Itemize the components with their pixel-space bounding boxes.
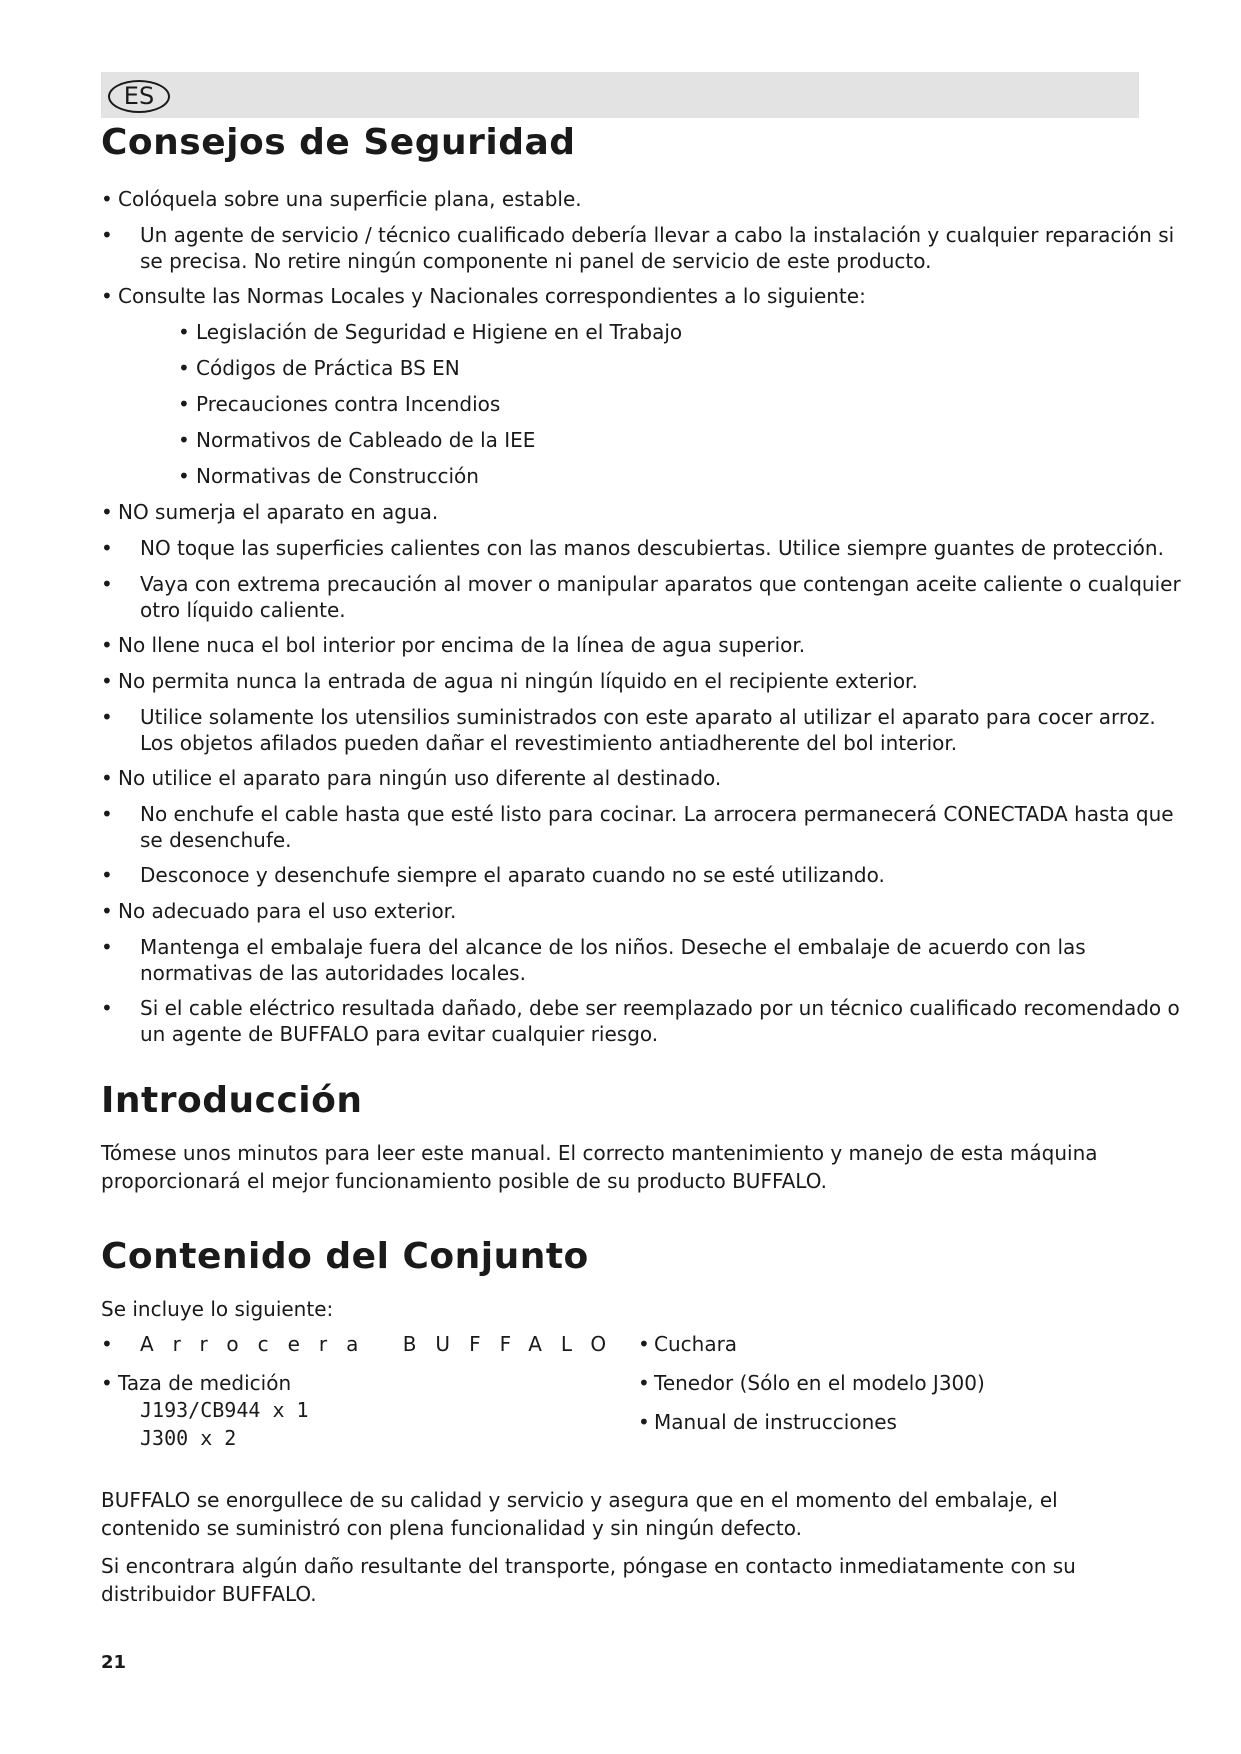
list-item-continuation: se precisa. No retire ningún componente ni panel de servicio de este producto. — [140, 249, 932, 273]
sub-list-bullet: • — [178, 464, 190, 488]
list-item: Mantenga el embalaje fuera del alcance de los niños. Deseche el embalaje de acuerdo con las — [140, 935, 1086, 959]
sub-list-bullet: • — [178, 320, 190, 344]
measuring-cup-model-1: J193/CB944 x 1 — [140, 1398, 309, 1422]
list-item: No permita nunca la entrada de agua ni ningún líquido en el recipiente exterior. — [118, 669, 918, 693]
list-bullet: • — [101, 223, 113, 247]
list-item: No enchufe el cable hasta que esté listo para cocinar. La arrocera permanecerá CONECTADA hasta que — [140, 802, 1174, 826]
contents-item-measuring-cup: Taza de medición — [118, 1371, 292, 1395]
contents-item-fork: Tenedor (Sólo en el modelo J300) — [654, 1371, 985, 1395]
sub-list-item: Normativos de Cableado de la IEE — [196, 428, 536, 452]
list-item: Consulte las Normas Locales y Nacionales correspondientes a lo siguiente: — [118, 284, 866, 308]
list-item: NO sumerja el aparato en agua. — [118, 500, 439, 524]
list-item: Vaya con extrema precaución al mover o manipular aparatos que contengan aceite caliente o cualquier — [140, 572, 1181, 596]
list-item: Desconoce y desenchufe siempre el aparato cuando no se esté utilizando. — [140, 863, 885, 887]
contents-title: Contenido del Conjunto — [101, 1236, 589, 1277]
quality-paragraph: BUFFALO se enorgullece de su calidad y servicio y asegura que en el momento del embalaje, el contenido se suministró con plena funcionalidad y sin ningún defecto. — [101, 1488, 1058, 1540]
list-bullet: • — [101, 705, 113, 729]
intro-text: Tómese unos minutos para leer este manual. El correcto mantenimiento y manejo de esta máquina proporcionará el mejor funcionamiento posible de su producto BUFFALO. — [101, 1141, 1098, 1193]
list-bullet: • — [101, 935, 113, 959]
list-bullet: • — [101, 1332, 113, 1356]
measuring-cup-model-2: J300 x 2 — [140, 1426, 237, 1450]
language-badge: ES — [108, 80, 170, 113]
list-item-continuation: otro líquido caliente. — [140, 598, 346, 622]
contents-lead: Se incluye lo siguiente: — [101, 1297, 334, 1321]
list-bullet: • — [638, 1332, 650, 1356]
contents-item-spoon: Cuchara — [654, 1332, 738, 1356]
damage-paragraph: Si encontrara algún daño resultante del transporte, póngase en contacto inmediatamente con su distribuidor BUFFALO. — [101, 1554, 1076, 1606]
list-item: No adecuado para el uso exterior. — [118, 899, 457, 923]
intro-title: Introducción — [101, 1080, 363, 1121]
sub-list-item: Códigos de Práctica BS EN — [196, 356, 460, 380]
list-bullet: • — [101, 187, 113, 211]
list-bullet: • — [101, 669, 113, 693]
list-bullet: • — [101, 284, 113, 308]
list-bullet: • — [101, 536, 113, 560]
list-bullet: • — [638, 1410, 650, 1434]
list-bullet: • — [101, 863, 113, 887]
list-bullet: • — [101, 572, 113, 596]
list-item-continuation: Los objetos afilados pueden dañar el revestimiento antiadherente del bol interior. — [140, 731, 958, 755]
sub-list-bullet: • — [178, 356, 190, 380]
list-item-continuation: se desenchufe. — [140, 828, 292, 852]
list-bullet: • — [101, 1371, 113, 1395]
list-item-continuation: un agente de BUFFALO para evitar cualquier riesgo. — [140, 1022, 659, 1046]
contents-item-manual: Manual de instrucciones — [654, 1410, 897, 1434]
language-header-bar — [101, 72, 1139, 118]
safety-title: Consejos de Seguridad — [101, 122, 576, 163]
list-item: Un agente de servicio / técnico cualificado debería llevar a cabo la instalación y cualquier reparación si — [140, 223, 1175, 247]
page-number: 21 — [101, 1652, 127, 1673]
list-bullet: • — [101, 766, 113, 790]
list-item: No utilice el aparato para ningún uso diferente al destinado. — [118, 766, 722, 790]
list-bullet: • — [638, 1371, 650, 1395]
list-bullet: • — [101, 996, 113, 1020]
list-item: NO toque las superficies calientes con las manos descubiertas. Utilice siempre guantes de protección. — [140, 536, 1164, 560]
list-item-continuation: normativas de las autoridades locales. — [140, 961, 526, 985]
sub-list-item: Legislación de Seguridad e Higiene en el Trabajo — [196, 320, 683, 344]
contents-item-rice-cooker: Arrocera BUFFALO — [140, 1332, 626, 1356]
list-item: Utilice solamente los utensilios suministrados con este aparato al utilizar el aparato para cocer arroz. — [140, 705, 1156, 729]
sub-list-item: Precauciones contra Incendios — [196, 392, 501, 416]
sub-list-item: Normativas de Construcción — [196, 464, 479, 488]
list-bullet: • — [101, 899, 113, 923]
list-bullet: • — [101, 633, 113, 657]
sub-list-bullet: • — [178, 428, 190, 452]
sub-list-bullet: • — [178, 392, 190, 416]
list-bullet: • — [101, 802, 113, 826]
list-item: No llene nuca el bol interior por encima de la línea de agua superior. — [118, 633, 806, 657]
list-bullet: • — [101, 500, 113, 524]
list-item: Colóquela sobre una superficie plana, estable. — [118, 187, 582, 211]
list-item: Si el cable eléctrico resultada dañado, debe ser reemplazado por un técnico cualificado recomendado o — [140, 996, 1180, 1020]
